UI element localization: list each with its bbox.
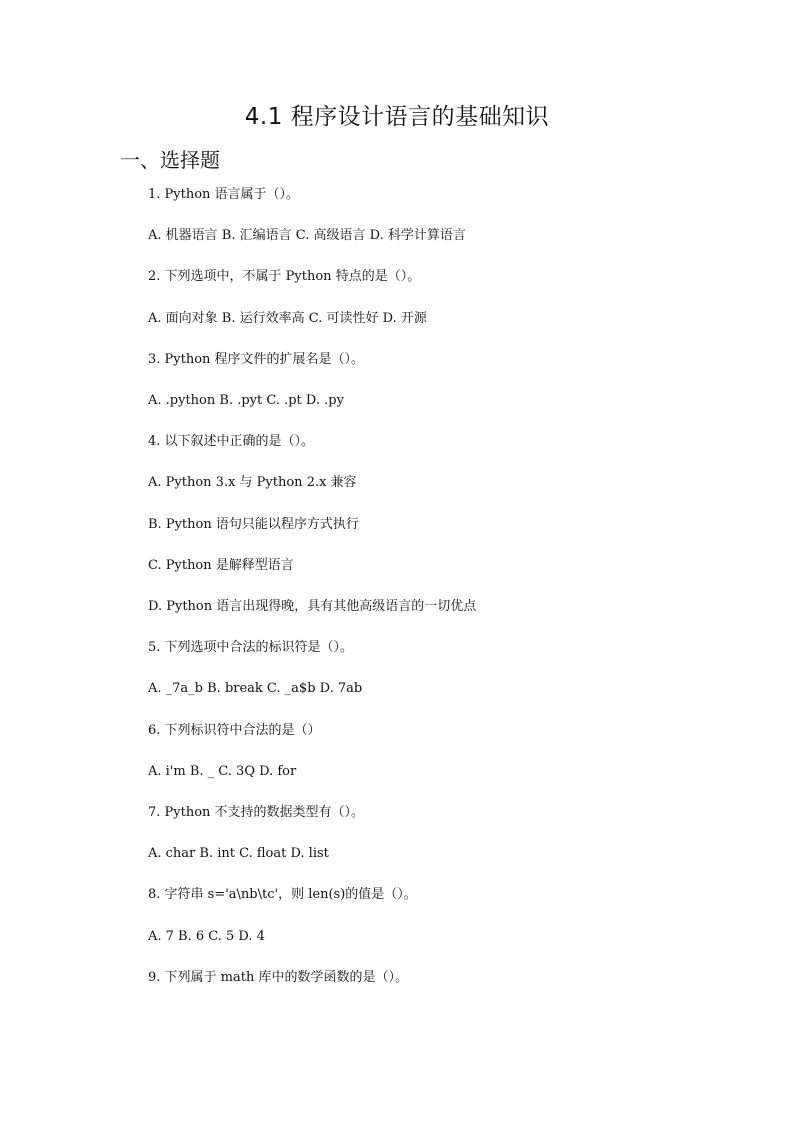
question-1-options: A. 机器语言 B. 汇编语言 C. 高级语言 D. 科学计算语言	[148, 228, 466, 243]
question-8-options: A. 7 B. 6 C. 5 D. 4	[148, 929, 265, 944]
question-7-options: A. char B. int C. float D. list	[148, 846, 329, 861]
question-9: 9. 下列属于 math 库中的数学函数的是（）。	[148, 970, 408, 985]
question-4-option-b: B. Python 语句只能以程序方式执行	[148, 517, 359, 532]
question-3: 3. Python 程序文件的扩展名是（）。	[148, 352, 365, 367]
question-4-option-d: D. Python 语言出现得晚，具有其他高级语言的一切优点	[148, 599, 477, 614]
question-5: 5. 下列选项中合法的标识符是（）。	[148, 640, 354, 655]
question-8: 8. 字符串 s='a\nb\tc'，则 len(s)的值是（）。	[148, 887, 417, 902]
question-3-options: A. .python B. .pyt C. .pt D. .py	[148, 393, 344, 408]
question-6: 6. 下列标识符中合法的是（）	[148, 723, 321, 738]
question-4-option-c: C. Python 是解释型语言	[148, 558, 294, 573]
question-5-options: A. _7a_b B. break C. _a$b D. 7ab	[148, 681, 363, 696]
question-6-options: A. i'm B. _ C. 3Q D. for	[148, 764, 297, 779]
question-4-option-a: A. Python 3.x 与 Python 2.x 兼容	[148, 475, 357, 490]
question-7: 7. Python 不支持的数据类型有（）。	[148, 805, 365, 820]
question-4: 4. 以下叙述中正确的是（）。	[148, 434, 315, 449]
question-2-options: A. 面向对象 B. 运行效率高 C. 可读性好 D. 开源	[148, 311, 427, 326]
question-1: 1. Python 语言属于（）。	[148, 187, 300, 202]
section-heading: 一、选择题	[120, 148, 220, 172]
question-2: 2. 下列选项中，不属于 Python 特点的是（）。	[148, 269, 421, 284]
document-title: 4.1 程序设计语言的基础知识	[244, 104, 550, 130]
